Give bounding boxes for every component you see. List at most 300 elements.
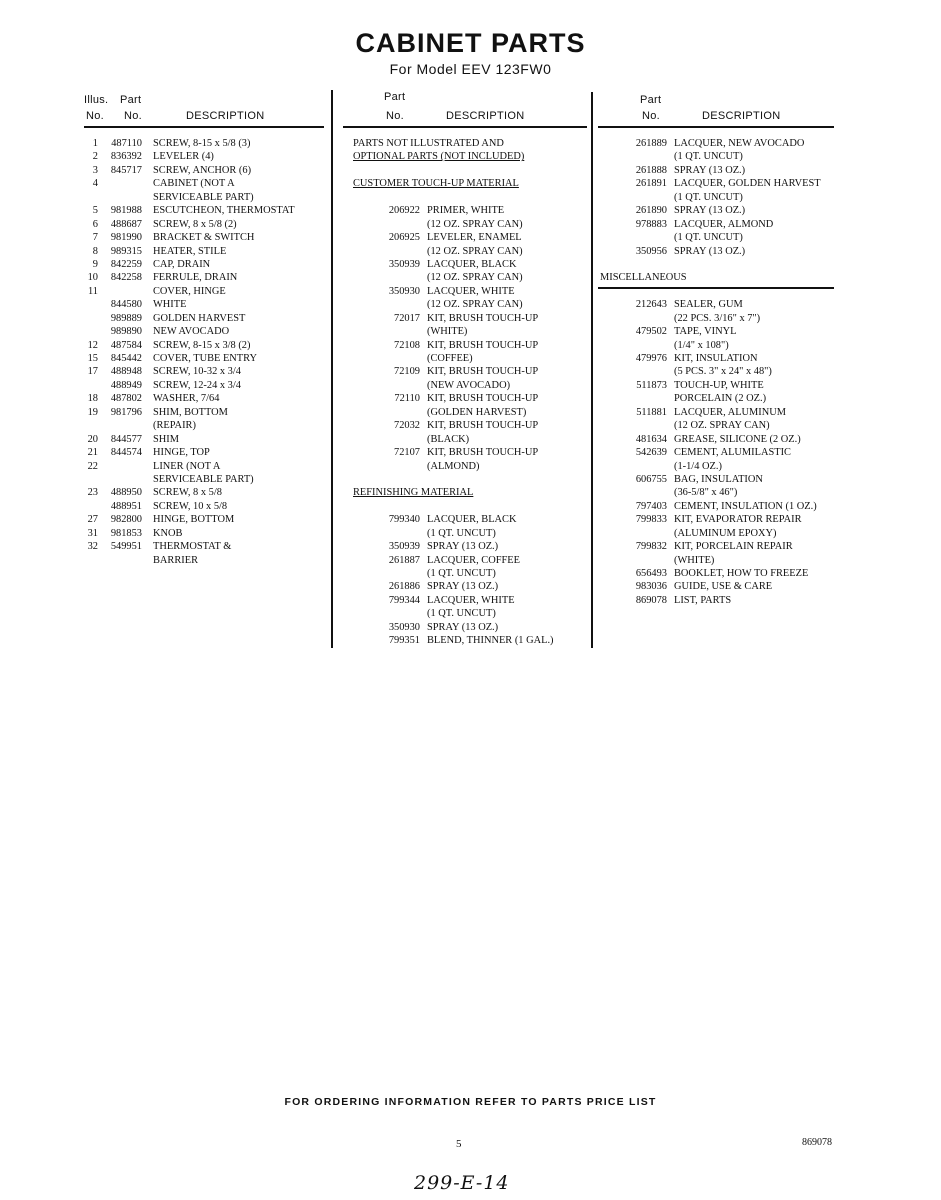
illus-number: 2	[92, 151, 98, 163]
column-divider-left	[331, 90, 333, 648]
part-number: 481634	[635, 433, 667, 445]
part-number: 842259	[110, 258, 142, 270]
table-row	[353, 245, 589, 258]
part-description: CEMENT, ALUMILASTIC	[674, 447, 791, 459]
part-number: 844580	[110, 299, 142, 311]
part-description: LACQUER, WHITE	[427, 285, 515, 297]
table-row	[600, 150, 840, 163]
ordering-footer: FOR ORDERING INFORMATION REFER TO PARTS PRICE LIST	[284, 1096, 657, 1108]
part-number: 487802	[110, 393, 142, 405]
part-description: GOLDEN HARVEST	[153, 312, 246, 324]
part-description: SHIM	[153, 433, 179, 445]
part-description: (1 QT. UNCUT)	[674, 191, 743, 203]
part-description: SCREW, 8 x 5/8 (2)	[153, 218, 237, 230]
section-heading	[353, 486, 589, 499]
table-row	[80, 339, 330, 352]
part-number: 488949	[110, 379, 142, 391]
part-description: SCREW, 8 x 5/8	[153, 487, 222, 499]
table-row	[80, 177, 330, 190]
table-row	[80, 392, 330, 405]
part-number: 488951	[110, 500, 142, 512]
illus-number: 22	[87, 460, 98, 472]
spacer-row	[353, 191, 589, 204]
part-description: (1/4" x 108")	[674, 339, 729, 351]
table-row	[600, 379, 840, 392]
part-number: 869078	[635, 594, 667, 606]
part-description: KIT, INSULATION	[674, 353, 758, 364]
part-description: SERVICEABLE PART)	[153, 191, 254, 203]
part-description: (GOLDEN HARVEST)	[427, 406, 527, 418]
illus-number: 19	[87, 406, 98, 418]
table-row	[80, 191, 330, 204]
part-number: 981796	[110, 406, 142, 418]
part-number: 836392	[110, 151, 142, 163]
part-description: LACQUER, COFFEE	[427, 554, 520, 566]
col1-part-no-header: No.	[124, 110, 143, 122]
col3-part-no-header: No.	[642, 110, 661, 122]
part-description: LACQUER, ALUMINUM	[674, 406, 786, 418]
part-description: SPRAY (13 OZ.)	[674, 205, 746, 217]
col2-header-rule	[343, 126, 587, 128]
part-description: (12 OZ. SPRAY CAN)	[427, 272, 523, 284]
illus-number: 17	[87, 366, 98, 378]
part-description: LIST, PARTS	[674, 594, 732, 606]
table-row	[353, 460, 589, 473]
part-description: KIT, BRUSH TOUCH-UP	[427, 339, 539, 351]
part-number: 72110	[394, 393, 420, 405]
table-row	[600, 594, 840, 607]
part-number: 206925	[388, 232, 420, 244]
part-description: BLEND, THINNER (1 GAL.)	[427, 635, 554, 647]
part-description: ESCUTCHEON, THERMOSTAT	[153, 205, 295, 217]
part-description: SPRAY (13 OZ.)	[427, 621, 499, 633]
part-number: 844574	[110, 447, 142, 459]
illus-number: 18	[87, 393, 98, 405]
section-label: PARTS NOT ILLUSTRATED AND	[353, 138, 504, 149]
part-number: 845717	[110, 164, 142, 176]
part-description: KIT, BRUSH TOUCH-UP	[427, 447, 539, 459]
part-number: 488687	[110, 218, 142, 230]
col1-illus-header: Illus.	[84, 94, 109, 106]
part-description: SPRAY (13 OZ.)	[427, 541, 499, 553]
table-row	[600, 137, 840, 150]
part-description: (12 OZ. SPRAY CAN)	[427, 299, 523, 311]
table-row	[353, 271, 589, 284]
table-row	[353, 204, 589, 217]
col2-description-header: DESCRIPTION	[446, 110, 525, 122]
col2-part-no-header: No.	[386, 110, 405, 122]
col1-illus-no-header: No.	[86, 110, 105, 122]
section-label: MISCELLANEOUS	[600, 272, 687, 284]
table-row	[353, 258, 589, 271]
part-description: (WHITE)	[427, 326, 468, 338]
part-description: (1 QT. UNCUT)	[427, 568, 496, 579]
part-description: SCREW, 10-32 x 3/4	[153, 366, 241, 378]
table-row	[80, 379, 330, 392]
table-row	[353, 352, 589, 365]
part-number: 799340	[388, 514, 420, 526]
col1-parts-list	[80, 137, 330, 567]
part-description: BARRIER	[153, 554, 199, 566]
section-heading	[353, 150, 589, 163]
table-row	[600, 513, 840, 526]
part-description: LACQUER, GOLDEN HARVEST	[674, 178, 821, 190]
part-number: 989890	[110, 326, 142, 338]
illus-number: 9	[92, 258, 98, 270]
table-row	[353, 392, 589, 405]
table-row	[80, 325, 330, 338]
part-number: 261890	[635, 205, 667, 217]
part-description: (1 QT. UNCUT)	[674, 232, 743, 244]
part-number: 350939	[388, 541, 420, 553]
part-number: 511881	[636, 406, 667, 418]
table-row	[353, 513, 589, 526]
part-description: (WHITE)	[674, 554, 715, 566]
illus-number: 15	[87, 353, 98, 364]
table-row	[80, 365, 330, 378]
table-row	[600, 486, 840, 499]
col2-part-header: Part	[384, 91, 406, 103]
part-number: 212643	[635, 299, 667, 311]
table-row	[80, 406, 330, 419]
section-heading	[600, 271, 840, 284]
table-row	[353, 218, 589, 231]
table-row	[80, 164, 330, 177]
part-number: 981853	[110, 527, 142, 539]
part-number: 799832	[635, 541, 667, 553]
part-number: 487584	[110, 339, 142, 351]
spacer-row	[353, 500, 589, 513]
illus-number: 20	[87, 433, 98, 445]
table-row	[80, 352, 330, 365]
part-description: WASHER, 7/64	[153, 393, 220, 405]
table-row	[353, 607, 589, 620]
part-number: 350956	[635, 245, 667, 257]
table-row	[80, 486, 330, 499]
part-description: KIT, BRUSH TOUCH-UP	[427, 393, 539, 405]
part-number: 844577	[110, 433, 142, 445]
illus-number: 3	[92, 164, 98, 176]
table-row	[353, 594, 589, 607]
part-description: SCREW, 8-15 x 3/8 (2)	[153, 339, 251, 351]
table-row	[600, 446, 840, 459]
illus-number: 21	[87, 447, 98, 459]
part-description: PORCELAIN (2 OZ.)	[674, 393, 767, 405]
illus-number: 23	[87, 487, 98, 499]
col3-parts-list	[600, 137, 840, 607]
col3-part-header: Part	[640, 94, 662, 106]
illus-number: 4	[92, 178, 98, 190]
table-row	[80, 473, 330, 486]
col1-part-header: Part	[120, 94, 142, 106]
page-number: 5	[456, 1138, 462, 1150]
part-description: BOOKLET, HOW TO FREEZE	[674, 568, 809, 579]
part-description: SCREW, 12-24 x 3/4	[153, 379, 241, 391]
part-description: HINGE, TOP	[153, 447, 210, 459]
part-number: 981988	[110, 205, 142, 217]
part-description: SEALER, GUM	[674, 299, 743, 311]
part-description: (COFFEE)	[427, 353, 473, 364]
part-description: SPRAY (13 OZ.)	[674, 164, 746, 176]
table-row	[353, 298, 589, 311]
table-row	[353, 231, 589, 244]
illus-number: 12	[87, 339, 98, 351]
part-description: LINER (NOT A	[153, 460, 221, 472]
table-row	[80, 500, 330, 513]
part-description: CEMENT, INSULATION (1 OZ.)	[674, 500, 817, 512]
part-description: BAG, INSULATION	[674, 473, 763, 485]
table-row	[353, 446, 589, 459]
page-title: CABINET PARTS	[355, 28, 586, 58]
table-row	[80, 271, 330, 284]
table-row	[353, 406, 589, 419]
part-number: 350930	[388, 285, 420, 297]
part-number: 261886	[388, 581, 420, 593]
section-label: OPTIONAL PARTS (NOT INCLUDED)	[353, 151, 525, 163]
table-row	[600, 325, 840, 338]
table-row	[353, 365, 589, 378]
table-row	[600, 554, 840, 567]
part-number: 845442	[110, 353, 142, 364]
table-row	[600, 191, 840, 204]
spacer-row	[353, 473, 589, 486]
part-description: LACQUER, NEW AVOCADO	[674, 138, 805, 149]
illus-number: 1	[92, 138, 98, 149]
part-description: HEATER, STILE	[153, 245, 227, 257]
table-row	[353, 433, 589, 446]
illus-number: 32	[87, 541, 98, 553]
table-row	[80, 433, 330, 446]
table-row	[600, 218, 840, 231]
table-row	[80, 204, 330, 217]
part-description: SPRAY (13 OZ.)	[674, 245, 746, 257]
illus-number: 5	[92, 205, 98, 217]
part-description: (12 OZ. SPRAY CAN)	[427, 245, 523, 257]
spacer-row	[353, 164, 589, 177]
part-description: TOUCH-UP, WHITE	[674, 379, 764, 391]
part-number: 511873	[636, 379, 667, 391]
table-row	[353, 527, 589, 540]
table-row	[600, 567, 840, 580]
part-number: 488948	[110, 366, 142, 378]
part-number: 72032	[394, 420, 420, 432]
table-row	[600, 540, 840, 553]
part-number: 978883	[635, 218, 667, 230]
part-description: SHIM, BOTTOM	[153, 406, 228, 418]
illus-number: 11	[87, 285, 98, 297]
part-description: (ALMOND)	[427, 460, 480, 472]
part-number: 982800	[110, 514, 142, 526]
part-number: 72108	[394, 339, 420, 351]
part-description: LACQUER, BLACK	[427, 514, 517, 526]
table-row	[353, 419, 589, 432]
table-row	[600, 312, 840, 325]
part-description: GUIDE, USE & CARE	[674, 581, 773, 593]
table-row	[600, 177, 840, 190]
illus-number: 7	[92, 232, 98, 244]
part-number: 983036	[635, 581, 667, 593]
table-row	[600, 419, 840, 432]
table-row	[600, 527, 840, 540]
part-description: LEVELER (4)	[153, 151, 214, 163]
part-description: LACQUER, BLACK	[427, 258, 517, 270]
part-description: (1 QT. UNCUT)	[427, 527, 496, 539]
part-description: CAP, DRAIN	[153, 258, 211, 270]
col1-header-rule	[84, 126, 324, 128]
part-description: COVER, HINGE	[153, 285, 226, 297]
part-description: (22 PCS. 3/16" x 7")	[674, 312, 761, 324]
table-row	[80, 137, 330, 150]
part-description: GREASE, SILICONE (2 OZ.)	[674, 433, 801, 445]
part-number: 606755	[635, 473, 667, 485]
part-description: (12 OZ. SPRAY CAN)	[427, 218, 523, 230]
table-row	[80, 446, 330, 459]
table-row	[80, 245, 330, 258]
part-number: 261888	[635, 164, 667, 176]
part-description: LEVELER, ENAMEL	[427, 232, 522, 244]
part-description: THERMOSTAT &	[153, 541, 232, 553]
part-number: 261887	[388, 554, 420, 566]
part-number: 72109	[394, 366, 420, 378]
part-number: 989889	[110, 312, 142, 324]
table-row	[600, 245, 840, 258]
part-description: SPRAY (13 OZ.)	[427, 581, 499, 593]
part-description: SCREW, 10 x 5/8	[153, 500, 228, 512]
part-description: LACQUER, WHITE	[427, 594, 515, 606]
part-description: KIT, BRUSH TOUCH-UP	[427, 312, 539, 324]
table-row	[353, 312, 589, 325]
part-number: 72017	[394, 312, 420, 324]
part-number: 989315	[110, 245, 142, 257]
part-number: 542639	[635, 447, 667, 459]
illus-number: 27	[87, 514, 98, 526]
table-row	[600, 460, 840, 473]
illus-number: 6	[92, 218, 98, 230]
table-row	[353, 621, 589, 634]
part-number: 842258	[110, 272, 142, 284]
table-row	[80, 258, 330, 271]
part-description: TAPE, VINYL	[674, 326, 737, 338]
table-row	[600, 204, 840, 217]
section-label: CUSTOMER TOUCH-UP MATERIAL	[353, 178, 519, 190]
part-description: KIT, BRUSH TOUCH-UP	[427, 420, 539, 432]
part-number: 799833	[635, 514, 667, 526]
table-row	[600, 365, 840, 378]
part-description: SCREW, 8-15 x 5/8 (3)	[153, 138, 251, 149]
table-row	[80, 554, 330, 567]
part-description: COVER, TUBE ENTRY	[153, 353, 258, 364]
table-row	[353, 567, 589, 580]
col1-description-header: DESCRIPTION	[186, 110, 265, 122]
part-number: 488950	[110, 487, 142, 499]
col3-description-header: DESCRIPTION	[702, 110, 781, 122]
table-row	[80, 150, 330, 163]
part-number: 799351	[388, 635, 420, 647]
part-number: 350939	[388, 258, 420, 270]
table-row	[80, 419, 330, 432]
table-row	[600, 164, 840, 177]
part-description: (1-1/4 OZ.)	[674, 460, 722, 472]
part-description: (1 QT. UNCUT)	[427, 608, 496, 620]
part-description: CABINET (NOT A	[153, 178, 235, 190]
table-row	[353, 554, 589, 567]
section-label: REFINISHING MATERIAL	[353, 487, 474, 499]
part-description: KIT, PORCELAIN REPAIR	[674, 541, 793, 553]
illus-number: 31	[87, 527, 98, 539]
table-row	[600, 298, 840, 311]
part-description: WHITE	[153, 299, 187, 311]
table-row	[600, 473, 840, 486]
part-number: 799344	[388, 594, 420, 606]
part-number: 479502	[635, 326, 667, 338]
part-description: SERVICEABLE PART)	[153, 473, 254, 485]
table-row	[600, 433, 840, 446]
table-row	[80, 312, 330, 325]
part-description: (5 PCS. 3" x 24" x 48")	[674, 366, 772, 378]
part-number: 261889	[635, 138, 667, 149]
part-description: (NEW AVOCADO)	[427, 379, 511, 391]
part-description: HINGE, BOTTOM	[153, 514, 235, 526]
table-row	[80, 527, 330, 540]
part-description: (REPAIR)	[153, 420, 196, 432]
part-number: 549951	[110, 541, 142, 553]
illus-number: 10	[87, 272, 98, 284]
table-row	[80, 540, 330, 553]
section-heading	[353, 177, 589, 190]
table-row	[353, 540, 589, 553]
part-number: 981990	[110, 232, 142, 244]
table-row	[80, 285, 330, 298]
part-description: FERRULE, DRAIN	[153, 272, 238, 284]
table-row	[353, 325, 589, 338]
table-row	[353, 634, 589, 647]
table-row	[600, 406, 840, 419]
handwritten-note: 299-E-14	[414, 1172, 510, 1194]
part-description: (BLACK)	[427, 433, 470, 445]
table-row	[600, 352, 840, 365]
part-description: (ALUMINUM EPOXY)	[674, 527, 777, 539]
part-description: KIT, BRUSH TOUCH-UP	[427, 366, 539, 378]
part-description: KIT, EVAPORATOR REPAIR	[674, 514, 802, 526]
spacer-row	[600, 258, 840, 271]
part-description: SCREW, ANCHOR (6)	[153, 164, 252, 176]
part-description: BRACKET & SWITCH	[153, 232, 255, 244]
table-row	[80, 231, 330, 244]
document-number: 869078	[802, 1137, 832, 1148]
part-description: (12 OZ. SPRAY CAN)	[674, 420, 770, 432]
table-row	[80, 298, 330, 311]
part-number: 261891	[635, 178, 667, 190]
part-number: 656493	[635, 568, 667, 579]
table-row	[600, 231, 840, 244]
table-row	[600, 580, 840, 593]
column-divider-right	[591, 92, 593, 648]
model-subtitle: For Model EEV 123FW0	[389, 61, 552, 77]
table-row	[600, 500, 840, 513]
table-row	[80, 218, 330, 231]
table-row	[80, 460, 330, 473]
part-description: NEW AVOCADO	[153, 326, 230, 338]
table-row	[600, 392, 840, 405]
table-row	[353, 285, 589, 298]
part-description: LACQUER, ALMOND	[674, 218, 774, 230]
section-heading	[353, 137, 589, 150]
col3-header-rule	[598, 126, 834, 128]
part-description: KNOB	[153, 527, 183, 539]
part-description: (1 QT. UNCUT)	[674, 151, 743, 163]
part-number: 350930	[388, 621, 420, 633]
illus-number: 8	[92, 245, 98, 257]
